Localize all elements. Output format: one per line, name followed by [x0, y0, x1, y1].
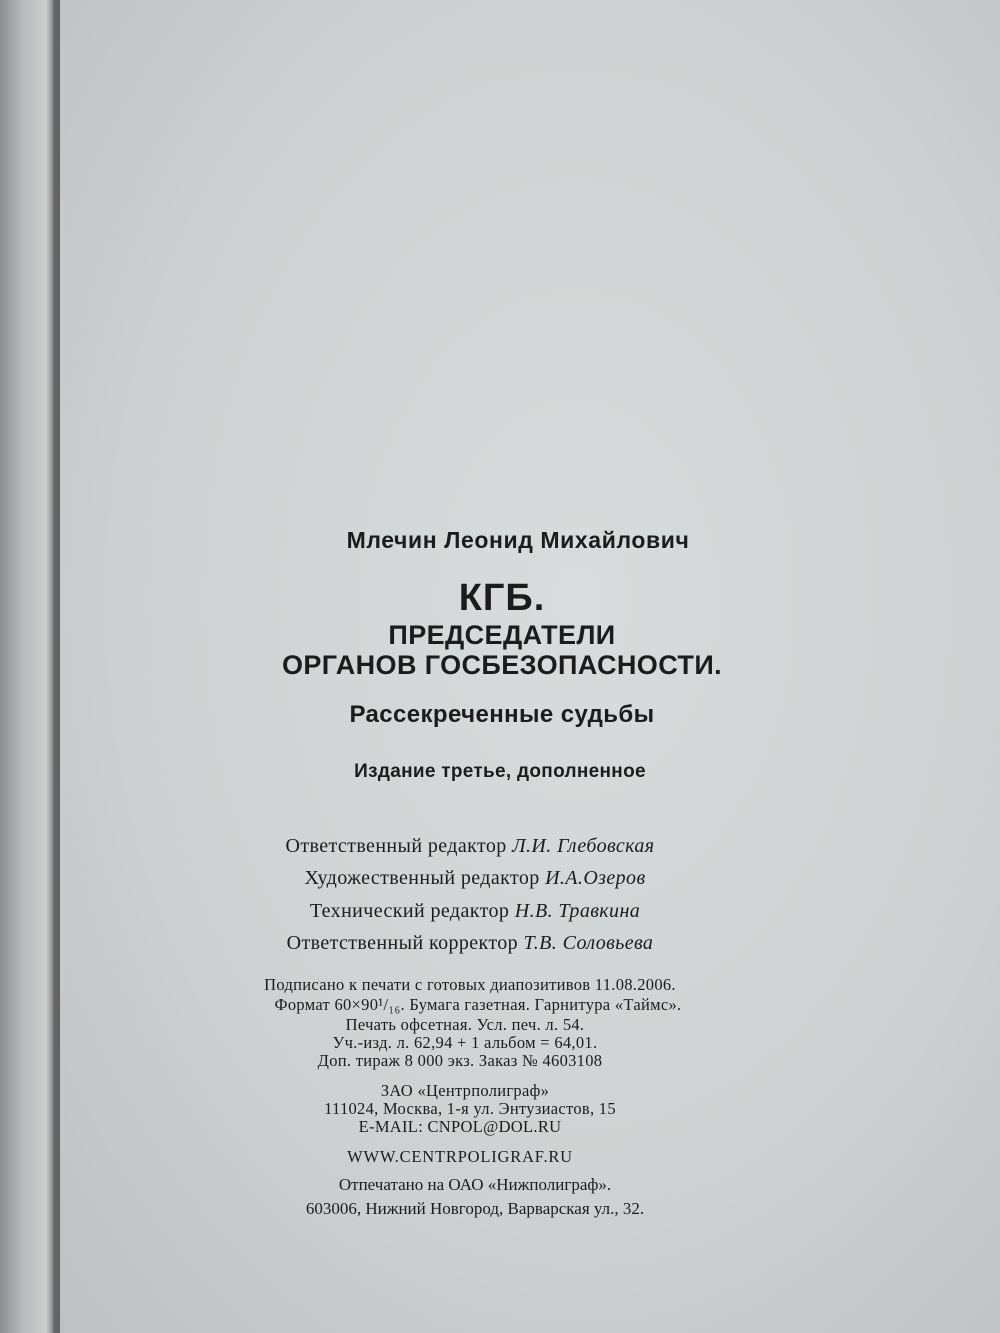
book-title: КГБ. [458, 577, 546, 619]
printer-address: 603006, Нижний Новгород, Варварская ул., 32. [305, 1199, 645, 1218]
publisher-website: WWW.CENTRPOLIGRAF.RU [347, 1147, 573, 1166]
book-title-line-2: ОРГАНОВ ГОСБЕЗОПАСНОСТИ. [281, 650, 723, 680]
book-subtitle: Рассекреченные судьбы [349, 701, 655, 728]
credit-role: Ответственный корректор [286, 932, 519, 954]
author-name: Млечин Леонид Михайлович [346, 527, 690, 553]
imprint-line: Уч.-изд. л. 62,94 + 1 альбом = 64,01. [332, 1033, 598, 1052]
credit-role: Ответственный редактор [285, 835, 507, 857]
publisher-email: E-MAIL: CNPOL@DOL.RU [358, 1117, 562, 1136]
credit-person: Т.В. Соловьева [523, 932, 654, 954]
credit-person: Л.И. Глебовская [512, 835, 655, 857]
book-title-line-1: ПРЕДСЕДАТЕЛИ [388, 620, 616, 650]
imprint-line: Доп. тираж 8 000 экз. Заказ № 4603108 [317, 1051, 603, 1070]
credit-line [5, 867, 945, 890]
credit-line [5, 900, 945, 923]
credit-line [0, 835, 940, 858]
imprint-line: Формат 60×90¹/₁₆. Бумага газетная. Гарнитура «Таймс». [274, 995, 682, 1014]
printer-name: Отпечатано на ОАО «Нижполиграф». [338, 1175, 612, 1194]
title-page [60, 0, 1000, 1333]
imprint-line: Подписано к печати с готовых диапозитивов 11.08.2006. [264, 975, 676, 994]
publisher-address: 111024, Москва, 1-я ул. Энтузиастов, 15 [324, 1099, 616, 1118]
credit-person: И.А.Озеров [545, 867, 646, 889]
credit-role: Художественный редактор [304, 867, 540, 889]
credit-person: Н.В. Травкина [514, 900, 641, 922]
credit-line [0, 932, 940, 955]
edition-note: Издание третье, дополненное [354, 761, 646, 782]
imprint-line: Печать офсетная. Усл. печ. л. 54. [345, 1015, 585, 1034]
credit-role: Технический редактор [309, 900, 510, 922]
publisher-name: ЗАО «Центрполиграф» [380, 1081, 550, 1100]
